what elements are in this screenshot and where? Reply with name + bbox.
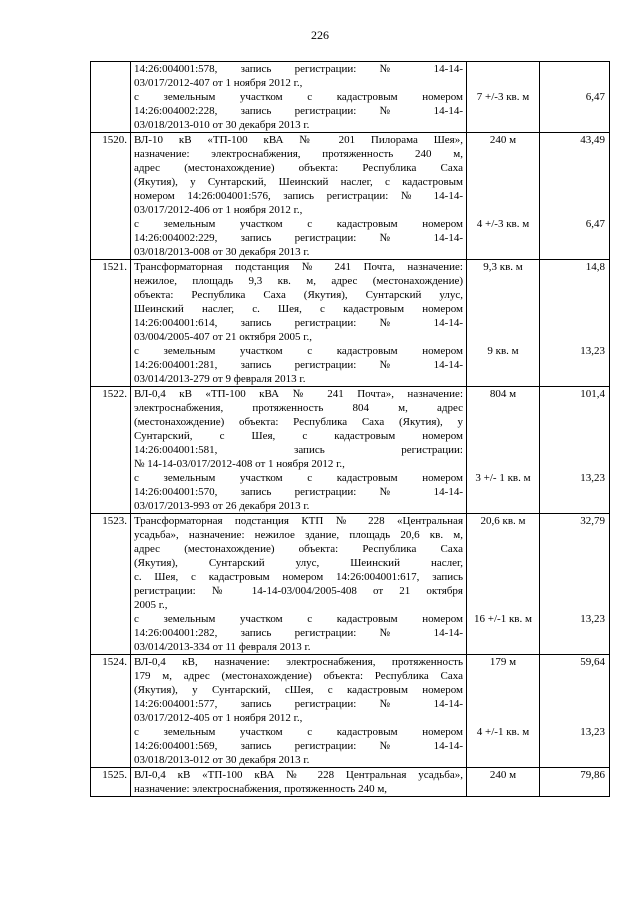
land-area: 3 +/- 1 кв. м [475, 472, 531, 484]
land-value: 6,47 [585, 91, 605, 103]
land-text-line: 03/014/2013-334 от 11 февраля 2013 г. [134, 641, 311, 653]
land-value: 13,23 [580, 345, 605, 357]
land-text-line: с земельным участком с кадастровым номером [134, 613, 463, 625]
row-number [91, 62, 131, 133]
table-row [91, 62, 610, 133]
object-text-line: 03/017/2012-407 от 1 ноября 2012 г., [134, 77, 303, 89]
object-text-line: номером 14:26:004001:576, запись регистрации: № 14-14- [134, 190, 463, 202]
table-row [91, 133, 610, 260]
value-cell [540, 387, 610, 514]
object-text-line: адрес (местонахождение) объекта: Республика Саха [134, 162, 463, 174]
land-text-line: с земельным участком с кадастровым номером [134, 91, 463, 103]
object-text-line: 2005 г., [134, 599, 168, 611]
object-text-line: ВЛ-0,4 кВ, назначение: электроснабжения, протяженность [134, 656, 463, 668]
object-text-line: ВЛ-0,4 кВ «ТП-100 кВА № 228 Центральная усадьба», [134, 769, 463, 781]
object-text-line: 03/017/2012-405 от 1 ноября 2012 г., [134, 712, 303, 724]
table-row [91, 768, 610, 797]
land-value: 13,23 [580, 472, 605, 484]
land-area: 9 кв. м [487, 345, 519, 357]
land-area: 4 +/-1 кв. м [476, 726, 530, 738]
land-text-line: с земельным участком с кадастровым номером [134, 472, 463, 484]
object-text-line: 14:26:004001:577, запись регистрации: № 14-14- [134, 698, 463, 710]
object-text-line: ВЛ-10 кВ «ТП-100 кВА № 201 Пилорама Шея», [134, 134, 463, 146]
object-text-line: 179 м, адрес (местонахождение) объекта: Республика Саха [134, 670, 463, 682]
object-area: 240 м [489, 769, 517, 781]
land-value: 13,23 [580, 613, 605, 625]
value-cell [540, 260, 610, 387]
land-text-line: 14:26:004001:570, запись регистрации: № 14-14- [134, 486, 463, 498]
object-text-line: Трансформаторная подстанция № 241 Почта, назначение: [134, 261, 463, 273]
object-description [131, 260, 467, 387]
object-text-line: Шеинский наслег, с. Шея, с кадастровым номером [134, 303, 463, 315]
area-cell [467, 655, 540, 768]
land-text-line: с земельным участком с кадастровым номером [134, 218, 463, 230]
land-text-line: 03/017/2013-993 от 26 декабря 2013 г. [134, 500, 310, 512]
object-value: 101,4 [580, 388, 605, 400]
area-cell [467, 514, 540, 655]
land-area: 7 +/-3 кв. м [476, 91, 530, 103]
object-text-line: (Якутия), у Сунтарский, сШея, с кадастровым номером [134, 684, 463, 696]
object-text-line: адрес (местонахождение) объекта: Республика Саха [134, 543, 463, 555]
value-cell [540, 768, 610, 797]
row-number: 1520. [91, 133, 131, 260]
land-text-line: 14:26:004002:228, запись регистрации: № 14-14- [134, 105, 463, 117]
area-cell [467, 133, 540, 260]
row-number: 1522. [91, 387, 131, 514]
row-number: 1521. [91, 260, 131, 387]
object-text-line: Трансформаторная подстанция КТП № 228 «Центральная [134, 515, 463, 527]
land-text-line: 14:26:004002:229, запись регистрации: № 14-14- [134, 232, 463, 244]
land-value: 6,47 [585, 218, 605, 230]
object-value: 32,79 [580, 515, 605, 527]
land-value: 13,23 [580, 726, 605, 738]
table-row [91, 514, 610, 655]
object-text-line: Сунтарский, с Шея, с кадастровым номером [134, 430, 463, 442]
object-description [131, 655, 467, 768]
land-text-line: 03/014/2013-279 от 9 февраля 2013 г. [134, 373, 306, 385]
value-cell [540, 655, 610, 768]
land-text-line: 14:26:004001:282, запись регистрации: № 14-14- [134, 627, 463, 639]
row-number: 1523. [91, 514, 131, 655]
land-text-line: 14:26:004001:281, запись регистрации: № 14-14- [134, 359, 463, 371]
land-area: 16 +/-1 кв. м [474, 613, 532, 625]
registry-table-body [91, 62, 610, 797]
object-text-line: усадьба», назначение: нежилое здание, площадь 20,6 кв. м, [134, 529, 463, 541]
object-text-line: (местонахождение) объекта: Республика Саха (Якутия), у [134, 416, 463, 428]
object-text-line: (Якутия), у Сунтарский, Шеинский наслег, с кадастровым [134, 176, 463, 188]
land-text-line: 03/018/2013-010 от 30 декабря 2013 г. [134, 119, 310, 131]
object-text-line: 03/004/2005-407 от 21 октября 2005 г., [134, 331, 313, 343]
land-area: 4 +/-3 кв. м [476, 218, 530, 230]
area-cell [467, 387, 540, 514]
object-text-line: 14:26:004001:578, запись регистрации: № 14-14- [134, 63, 463, 75]
object-description [131, 133, 467, 260]
object-text-line: № 14-14-03/017/2012-408 от 1 ноября 2012 г., [134, 458, 345, 470]
object-text-line: ВЛ-0,4 кВ «ТП-100 кВА № 241 Почта», назначение: [134, 388, 463, 400]
object-area: 20,6 кв. м [480, 515, 526, 527]
object-description [131, 514, 467, 655]
object-text-line: электроснабжения, протяженность 804 м, адрес [134, 402, 463, 414]
area-cell [467, 62, 540, 133]
object-text-line: 14:26:004001:614, запись регистрации: № 14-14- [134, 317, 463, 329]
object-area: 179 м [489, 656, 517, 668]
object-area: 240 м [489, 134, 517, 146]
table-row [91, 260, 610, 387]
object-text-line: с. Шея, с кадастровым номером 14:26:004001:617, запись [134, 571, 463, 583]
row-number: 1524. [91, 655, 131, 768]
object-text-line: 03/017/2012-406 от 1 ноября 2012 г., [134, 204, 303, 216]
land-text-line: 03/018/2013-008 от 30 декабря 2013 г. [134, 246, 310, 258]
object-text-line: (Якутия), Сунтарский улус, Шеинский наслег, [134, 557, 463, 569]
value-cell [540, 514, 610, 655]
object-text-line: объекта: Республика Саха (Якутия), Сунтарский улус, [134, 289, 463, 301]
page-number: 226 [311, 28, 329, 42]
land-text-line: с земельным участком с кадастровым номером [134, 345, 463, 357]
object-value: 43,49 [580, 134, 605, 146]
area-cell [467, 260, 540, 387]
object-text-line: назначение: электроснабжения, протяженность 240 м, [134, 783, 388, 795]
object-text-line: 14:26:004001:581, запись регистрации: [134, 444, 463, 456]
land-text-line: с земельным участком с кадастровым номером [134, 726, 463, 738]
object-area: 9,3 кв. м [483, 261, 523, 273]
object-text-line: нежилое, площадь 9,3 кв. м, адрес (местонахождение) [134, 275, 463, 287]
object-value: 59,64 [580, 656, 605, 668]
land-text-line: 14:26:004001:569, запись регистрации: № 14-14- [134, 740, 463, 752]
table-row [91, 655, 610, 768]
area-cell [467, 768, 540, 797]
object-description [131, 62, 467, 133]
object-text-line: назначение: электроснабжения, протяженность 240 м, [134, 148, 463, 160]
value-cell [540, 62, 610, 133]
value-cell [540, 133, 610, 260]
object-text-line: регистрации: № 14-14-03/004/2005-408 от 21 октября [134, 585, 463, 597]
row-number: 1525. [91, 768, 131, 797]
table-row [91, 387, 610, 514]
land-text-line: 03/018/2013-012 от 30 декабря 2013 г. [134, 754, 310, 766]
object-description [131, 387, 467, 514]
property-registry-table [90, 61, 610, 797]
object-area: 804 м [489, 388, 517, 400]
object-description [131, 768, 467, 797]
object-value: 79,86 [580, 769, 605, 781]
object-value: 14,8 [585, 261, 605, 273]
